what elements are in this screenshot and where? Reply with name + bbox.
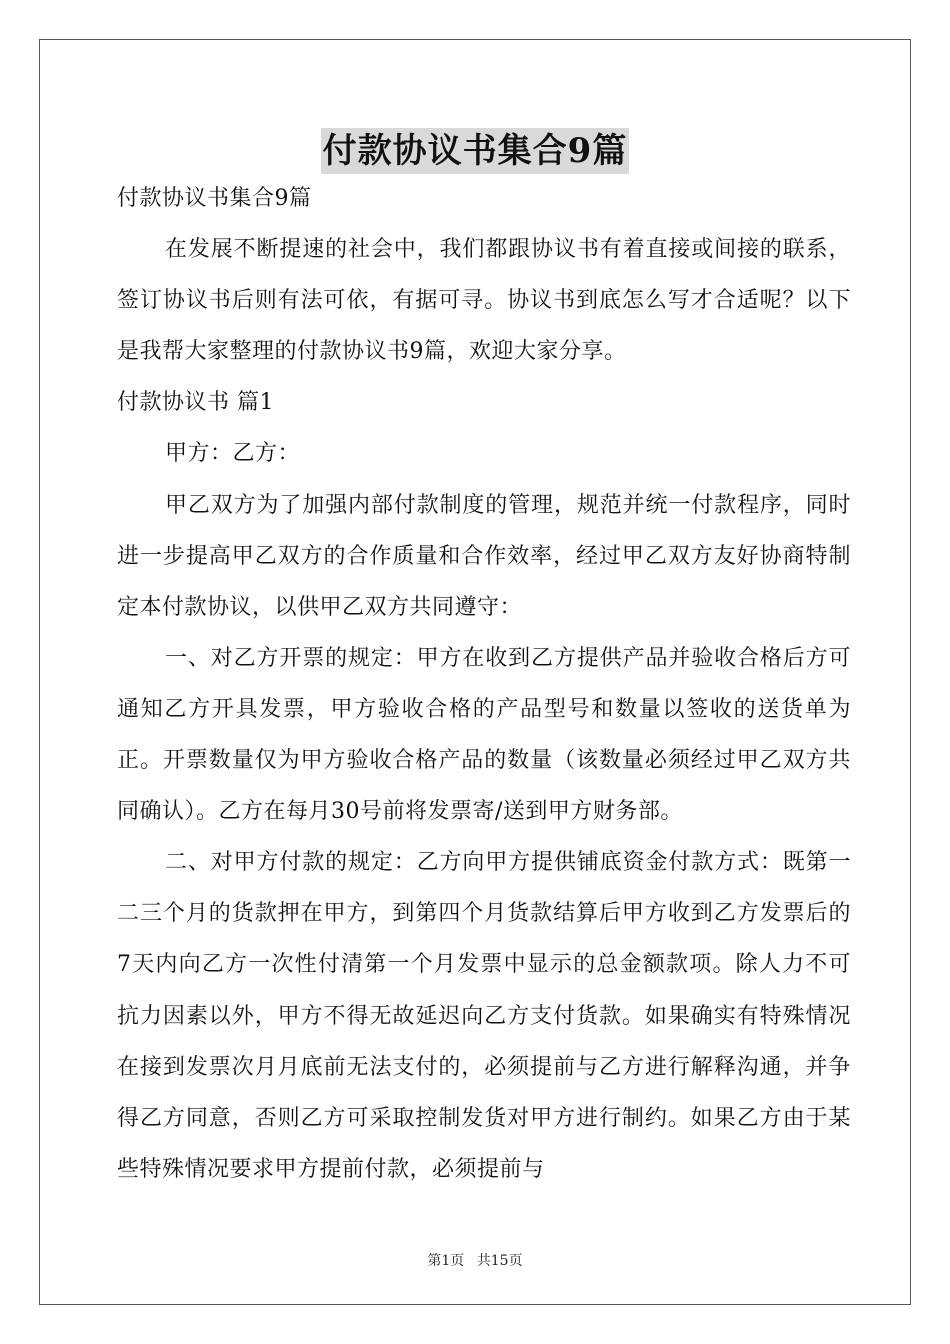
page-footer bbox=[0, 1250, 950, 1270]
paragraph-purpose: 甲乙双方为了加强内部付款制度的管理，规范并统一付款程序，同时进一步提高甲乙双方的合作质量和合作效率，经过甲乙双方友好协商特制定本付款协议，以供甲乙双方共同遵守： bbox=[117, 492, 851, 620]
title-container bbox=[0, 128, 950, 174]
paragraph-clause-2: 二、对甲方付款的规定：乙方向甲方提供铺底资金付款方式：既第一二三个月的货款押在甲方，到第四个月货款结算后甲方收到乙方发票后的7天内向乙方一次性付清第一个月发票中显示的总金额款项。除人力不可抗力因素以外，甲方不得无故延迟向乙方支付货款。如果确实有特殊情况在接到发票次月月底前无法支付的，必须提前与乙方进行解释沟通，并争得乙方同意，否则乙方可采取控制发货对甲方进行制约。如果乙方由于某些特殊情况要求甲方提前付款，必须提前与 bbox=[117, 850, 851, 1182]
paragraph-subtitle: 付款协议书集合9篇 bbox=[117, 186, 312, 211]
paragraph-parties: 甲方：乙方： bbox=[165, 441, 301, 467]
page-total: 共15页 bbox=[476, 1253, 523, 1269]
document-title: 付款协议书集合9篇 bbox=[321, 128, 630, 174]
page-number: 第1页 bbox=[427, 1253, 465, 1269]
paragraph-intro: 在发展不断提速的社会中，我们都跟协议书有着直接或间接的联系，签订协议书后则有法可依，有据可寻。协议书到底怎么写才合适呢？以下是我帮大家整理的付款协议书9篇，欢迎大家分享。 bbox=[117, 237, 851, 365]
document-body bbox=[117, 173, 851, 1195]
paragraph-clause-1: 一、对乙方开票的规定：甲方在收到乙方提供产品并验收合格后方可通知乙方开具发票，甲方验收合格的产品型号和数量以签收的送货单为正。开票数量仅为甲方验收合格产品的数量（该数量必须经过甲乙双方共同确认）。乙方在每月30号前将发票寄/送到甲方财务部。 bbox=[117, 645, 851, 825]
section-heading: 付款协议书 篇1 bbox=[117, 390, 274, 416]
